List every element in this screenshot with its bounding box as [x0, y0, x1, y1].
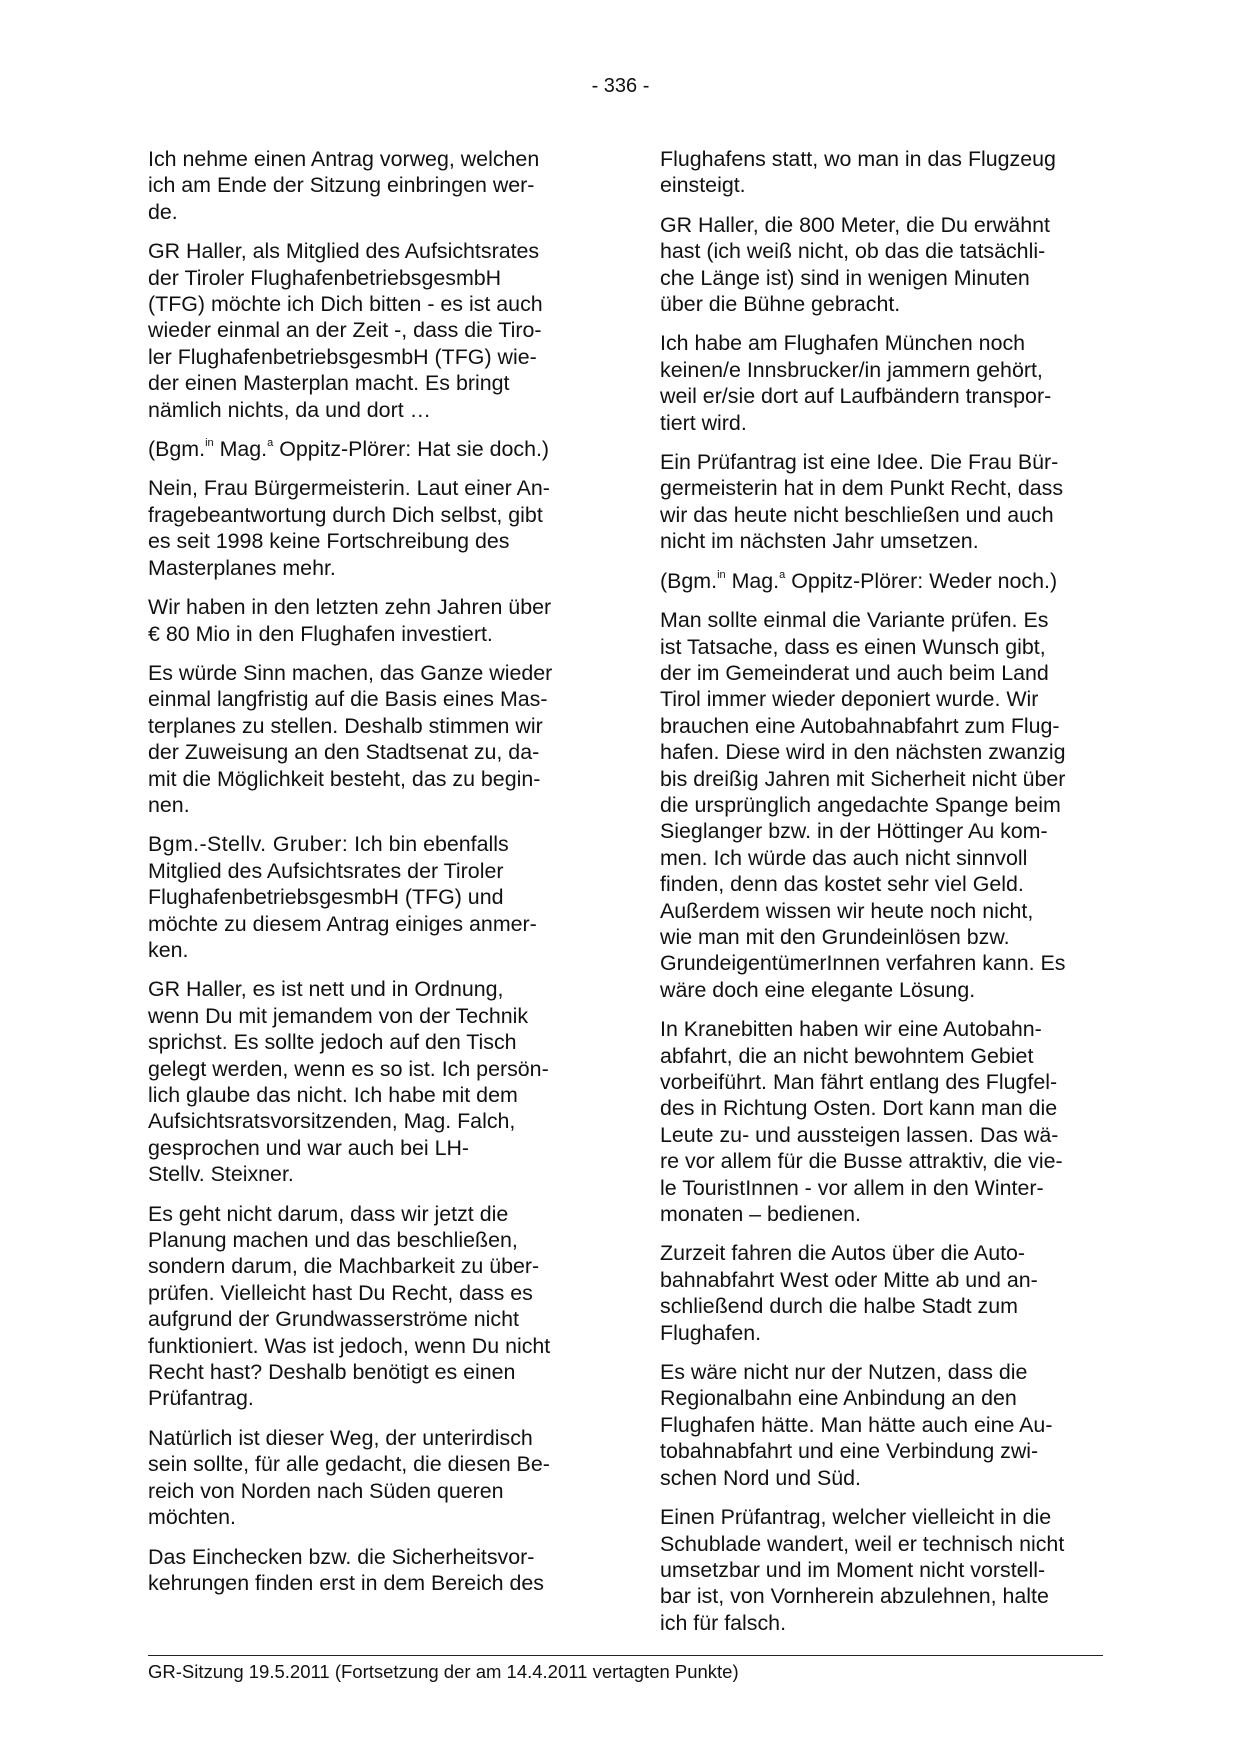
interjection [148, 436, 588, 462]
paragraph: Wir haben in den letzten zehn Jahren über € 80 Mio in den Flughafen investiert. [148, 595, 552, 646]
interjection-text: Oppitz-Plörer: Weder noch.) [785, 568, 1058, 593]
paragraph: Nein, Frau Bürgermeisterin. Laut einer An- fragebeantwortung durch Dich selbst, gibt es seit 1998 keine Fortschreibung des Masterplanes mehr. [148, 476, 550, 580]
superscript: in [205, 436, 214, 449]
interjection-mid: Mag. [213, 437, 268, 462]
paragraph: Ich nehme einen Antrag vorweg, welchen ich am Ende der Sitzung einbringen wer- de. [148, 147, 540, 224]
paragraph: Das Einchecken bzw. die Sicherheitsvor- kehrungen finden erst in dem Bereich des [148, 1544, 544, 1595]
paragraph: Zurzeit fahren die Autos über die Auto- bahnabfahrt West oder Mitte ab und an- schließend durch die halbe Stadt zum Flughafen. [660, 1241, 1038, 1345]
paragraph: GR Haller, die 800 Meter, die Du erwähnt hast (ich weiß nicht, ob das die tatsächli- che Länge ist) sind in wenigen Minuten über die Bühne gebracht. [660, 212, 1050, 317]
superscript: a [779, 568, 786, 581]
left-column [148, 146, 588, 1609]
interjection [660, 568, 1100, 594]
interjection-open: (Bgm. [148, 437, 206, 462]
speech-text: Ich bin ebenfalls Mitglied des Aufsichtsrates der Tiroler FlughafenbetriebsgesmbH (TFG) und möchte zu diesem Antrag einiges anmer- ken. [148, 832, 537, 962]
footer-divider [148, 1655, 1103, 1656]
paragraph: Natürlich ist dieser Weg, der unterirdisch sein sollte, für alle gedacht, die diesen Be- reich von Norden nach Süden queren möchten. [148, 1425, 550, 1530]
paragraph: Es geht nicht darum, dass wir jetzt die Planung machen und das beschließen, sondern darum, die Machbarkeit zu über- prüfen. Vielleicht hast Du Recht, dass es aufgrund der Grundwasserströme nicht funktioniert. Was ist jedoch, wenn Du nicht Recht hast? Deshalb benötigt es einen Prüfantrag. [148, 1201, 551, 1411]
paragraph: Man sollte einmal die Variante prüfen. Es ist Tatsache, dass es einen Wunsch gibt, der im Gemeinderat und auch beim Land Tirol immer wieder deponiert wurde. Wir brauchen eine Autobahnabfahrt zum Flug- hafen. Diese wird in den nächsten zwanzig bis dreißig Jahren mit Sicherheit nicht über die ursprünglich angedachte Spange beim Sieglanger bzw. in der Höttinger Au kom- men. Ich würde das auch nicht sinnvoll finden, denn das kostet sehr viel Geld. Außerdem wissen wir heute noch nicht, wie man mit den Grundeinlösen bzw. GrundeigentümerInnen verfahren kann. Es wäre doch eine elegante Lösung. [660, 608, 1066, 1002]
superscript: a [267, 436, 274, 449]
interjection-mid: Mag. [725, 568, 780, 593]
paragraph: Ich habe am Flughafen München noch keinen/e Innsbrucker/in jammern gehört, weil er/sie dort auf Laufbändern transpor- tiert wird. [660, 331, 1052, 435]
speaker-name: Bgm.-Stellv. Gruber: [148, 832, 349, 857]
right-column [660, 146, 1100, 1649]
paragraph: Flughafens statt, wo man in das Flugzeug einsteigt. [660, 147, 1056, 198]
footer-text: GR-Sitzung 19.5.2011 (Fortsetzung der am 14.4.2011 vertagten Punkte) [148, 1661, 739, 1682]
paragraph: Ein Prüfantrag ist eine Idee. Die Frau Bür- germeisterin hat in dem Punkt Recht, dass wir das heute nicht beschließen und auch nicht im nächsten Jahr umsetzen. [660, 450, 1064, 554]
paragraph: Einen Prüfantrag, welcher vielleicht in die Schublade wandert, weil er technisch nicht umsetzbar und im Moment nicht vorstell- bar ist, von Vornherein abzulehnen, halte ich für falsch. [660, 1505, 1065, 1635]
paragraph: Es wäre nicht nur der Nutzen, dass die Regionalbahn eine Anbindung an den Flughafen hätte. Man hätte auch eine Au- tobahnabfahrt und eine Verbindung zwi- schen Nord und Süd. [660, 1360, 1053, 1490]
page-number: - 336 - [591, 75, 650, 97]
interjection-open: (Bgm. [660, 568, 718, 593]
paragraph: In Kranebitten haben wir eine Autobahn- abfahrt, die an nicht bewohntem Gebiet vorbeiführt. Man fährt entlang des Flugfel- des in Richtung Osten. Dort kann man die Leute zu- und aussteigen lassen. Das wä- re vor allem für die Busse attraktiv, die vie- le TouristInnen - vor allem in den Winter- monaten – bedienen. [660, 1017, 1063, 1227]
paragraph [148, 831, 588, 963]
paragraph: Es würde Sinn machen, das Ganze wieder einmal langfristig auf die Basis eines Mas- terplanes zu stellen. Deshalb stimmen wir der Zuweisung an den Stadtsenat zu, da- mit die Möglichkeit besteht, das zu begin- nen. [148, 660, 553, 817]
paragraph: GR Haller, als Mitglied des Aufsichtsrates der Tiroler FlughafenbetriebsgesmbH (TFG) möchte ich Dich bitten - es ist auch wieder einmal an der Zeit -, dass die Tiro- ler FlughafenbetriebsgesmbH (TFG) wie- der einen Masterplan macht. Es bringt nämlich nichts, da und dort … [148, 239, 543, 422]
paragraph: GR Haller, es ist nett und in Ordnung, wenn Du mit jemandem von der Technik sprichst. Es sollte jedoch auf den Tisch gelegt werden, wenn es so ist. Ich persön- lich glaube das nicht. Ich habe mit dem Aufsichtsratsvorsitzenden, Mag. Falch, gesprochen und war auch bei LH- Stellv. Steixner. [148, 977, 549, 1187]
superscript: in [717, 568, 726, 581]
interjection-text: Oppitz-Plörer: Hat sie doch.) [273, 437, 550, 462]
